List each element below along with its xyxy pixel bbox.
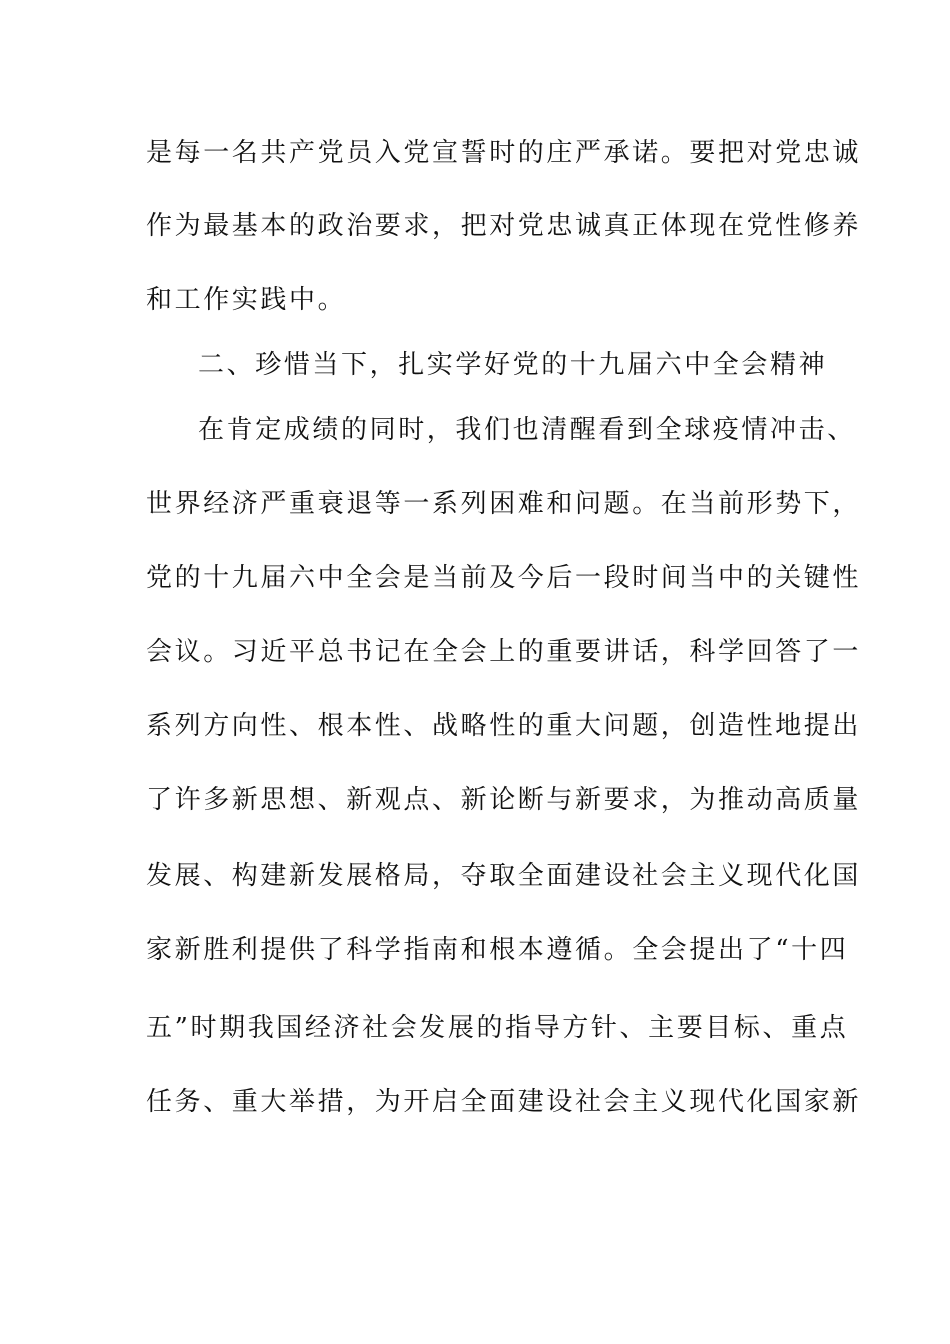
body-text-line: 五”时期我国经济社会发展的指导方针、主要目标、重点 bbox=[146, 1013, 849, 1043]
paragraph-first-line: 在肯定成绩的同时，我们也清醒看到全球疫情冲击、 bbox=[198, 415, 856, 445]
body-text-line: 会议。习近平总书记在全会上的重要讲话，科学回答了一 bbox=[146, 637, 862, 667]
body-text-line: 家新胜利提供了科学指南和根本遵循。全会提出了“十四 bbox=[146, 935, 849, 965]
body-text-line: 和工作实践中。 bbox=[146, 285, 347, 315]
body-text-line: 是每一名共产党员入党宣誓时的庄严承诺。要把对党忠诚 bbox=[146, 138, 862, 168]
body-text-line: 发展、构建新发展格局，夺取全面建设社会主义现代化国 bbox=[146, 861, 862, 891]
body-text-line: 了许多新思想、新观点、新论断与新要求，为推动高质量 bbox=[146, 785, 862, 815]
body-text-line: 作为最基本的政治要求，把对党忠诚真正体现在党性修养 bbox=[146, 211, 862, 241]
body-text-line: 系列方向性、根本性、战略性的重大问题，创造性地提出 bbox=[146, 711, 862, 741]
body-text-line: 党的十九届六中全会是当前及今后一段时间当中的关键性 bbox=[146, 563, 862, 593]
section-heading: 二、珍惜当下，扎实学好党的十九届六中全会精神 bbox=[198, 350, 828, 380]
body-text-line: 任务、重大举措，为开启全面建设社会主义现代化国家新 bbox=[146, 1087, 862, 1117]
body-text-line: 世界经济严重衰退等一系列困难和问题。在当前形势下， bbox=[146, 489, 862, 519]
